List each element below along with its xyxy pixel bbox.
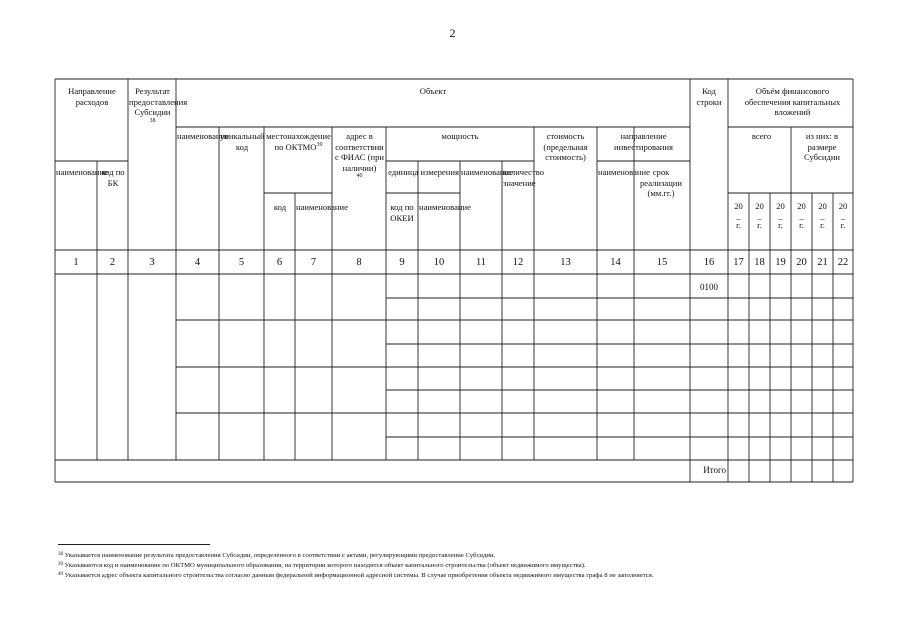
header-directions: Направление расходов	[68, 86, 116, 107]
year-header	[728, 201, 749, 230]
year-suffix: г.	[840, 219, 846, 230]
year-suffix: г.	[778, 219, 783, 230]
column-number: 6	[276, 257, 283, 268]
year-prefix: 20	[838, 201, 848, 211]
footnote-ref-38: 38	[149, 117, 156, 124]
year-blank: _	[799, 210, 804, 221]
year-header	[749, 201, 770, 230]
footnote-ref-39: 39	[316, 141, 323, 148]
column-number: 9	[399, 257, 405, 268]
header-direction-code: код по БК	[101, 167, 125, 188]
header-oktmo-code: код	[273, 202, 287, 212]
year-blank: _	[736, 210, 741, 221]
year-blank: _	[778, 210, 783, 221]
header-address-text: адрес в соответствии с ФИАС (при наличии)	[335, 131, 384, 173]
column-number: 5	[238, 257, 245, 268]
footnote-38-text: Указывается наименование результата предоставления Субсидии, определенного в соответствии с актами, регулирующими предоставление Субсидии.	[64, 552, 496, 559]
column-number: 2	[109, 257, 116, 268]
year-prefix: 20	[755, 201, 764, 211]
year-header	[791, 201, 812, 230]
column-number: 15	[656, 257, 668, 268]
column-number: 8	[356, 257, 362, 268]
header-capacity: мощность	[441, 131, 479, 141]
header-address	[333, 131, 386, 184]
header-result-text: Результат предоставления Субсидии	[129, 86, 188, 117]
header-investment-term: срок реализации (мм.гг.)	[640, 167, 682, 198]
header-location-text: местонахождение по ОКТМО	[266, 131, 331, 152]
footnote-ref-40: 40	[356, 173, 363, 180]
footnote-38	[58, 552, 858, 560]
header-investment-name: наименование	[598, 167, 650, 177]
header-financing: Объём финансового обеспечения капитальных вложений	[744, 86, 841, 117]
year-prefix: 20	[776, 201, 785, 211]
footnote-separator	[58, 544, 210, 545]
header-direction-name: наименование	[56, 167, 108, 177]
column-number: 18	[754, 257, 765, 268]
header-location	[265, 131, 332, 152]
footnote-39	[58, 562, 858, 570]
column-number: 17	[733, 257, 744, 268]
year-prefix: 20	[734, 201, 743, 211]
column-number: 10	[433, 257, 445, 268]
year-header	[833, 201, 853, 230]
header-object: Объект	[419, 86, 447, 96]
column-number: 21	[817, 257, 828, 268]
column-number: 11	[475, 257, 487, 268]
year-prefix: 20	[818, 201, 827, 211]
header-unique-code: уникальный код	[220, 131, 265, 152]
column-number: 22	[837, 257, 849, 268]
column-number: 3	[149, 257, 155, 268]
header-oktmo-name: наименование	[296, 202, 348, 212]
column-number: 7	[310, 257, 317, 268]
year-header	[812, 201, 833, 230]
header-okei-code: код по ОКЕИ	[390, 202, 414, 223]
column-number: 13	[560, 257, 571, 268]
footnote-39-ref: 39	[58, 562, 63, 567]
footnote-39-text: Указываются код и наименование по ОКТМО муниципального образования, на территории которого находится объект капитального строительства (объект недвижимого имущества).	[64, 562, 586, 569]
header-total: всего	[751, 131, 772, 141]
header-result	[129, 86, 188, 128]
footnote-40	[58, 572, 858, 580]
year-suffix: г.	[736, 219, 741, 230]
column-number: 20	[796, 257, 807, 268]
column-number: 1	[73, 257, 79, 268]
footnote-40-text: Указывается адрес объекта капитального строительства согласно данным федеральной информационной адресной системы. В случае приобретения объекта недвижимого имущества графа 8 не заполняется.	[64, 572, 654, 579]
year-blank: _	[840, 210, 846, 221]
header-quantity: количество значение	[503, 167, 545, 188]
year-suffix: г.	[757, 219, 762, 230]
row-code-value: 0100	[700, 282, 718, 292]
footnote-38-ref: 38	[58, 552, 63, 557]
year-blank: _	[820, 210, 825, 221]
year-header	[770, 201, 791, 230]
page-number: 2	[449, 26, 456, 40]
column-number: 19	[775, 257, 786, 268]
header-capacity-name: наименование	[461, 167, 513, 177]
column-number: 12	[512, 257, 524, 268]
header-cost: стоимость (предельная стоимость)	[543, 131, 588, 162]
header-row-code: Код строки	[696, 86, 722, 107]
year-prefix: 20	[797, 201, 806, 211]
header-unit: единица измерения	[388, 167, 459, 177]
header-investment: направление инвестирования	[614, 131, 673, 152]
column-number: 16	[703, 257, 715, 268]
header-of-which: из них: в размере Субсидии	[803, 131, 841, 162]
year-suffix: г.	[799, 219, 804, 230]
total-label: Итого	[703, 465, 726, 475]
year-blank: _	[757, 210, 762, 221]
header-unit-name: наименование	[419, 202, 471, 212]
column-number: 14	[610, 257, 621, 268]
column-number: 4	[194, 257, 201, 268]
year-suffix: г.	[820, 219, 825, 230]
header-object-name: наименование	[177, 131, 229, 141]
footnote-40-ref: 40	[58, 572, 63, 577]
